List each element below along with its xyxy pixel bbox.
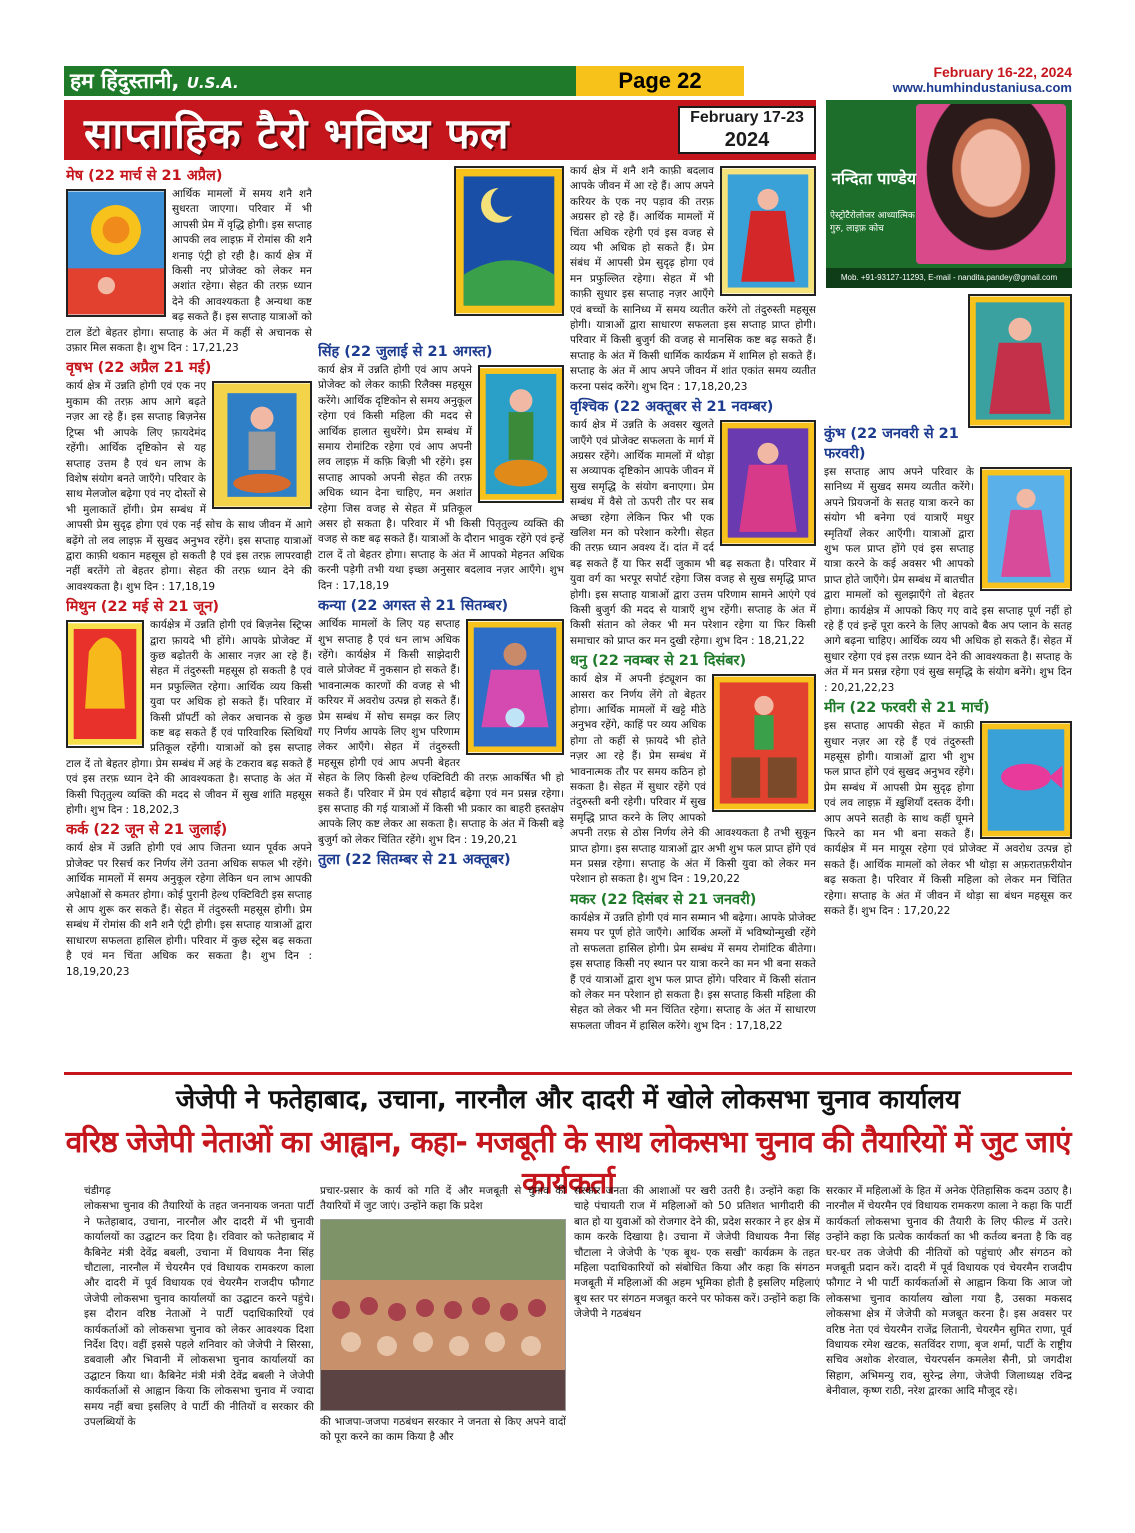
page-number: Page 22 [576,66,744,96]
sign-text-virgo: आर्थिक मामलों के लिए यह सप्ताह शुभ सप्ताह है एवं धन लाभ अधिक रहेंगे। कार्यक्षेत्र में किसी साझेदारी वाले प्रोजेक्ट में नुकसान हो सकते हैं। भावनात्मक कारणों की वजह से भी करियर में अवरोध उत्पन्न हो सकते हैं। प्रेम सम्बंध में सोच समझ कर लिए गए निर्णय आपके लिए शुभ परिणाम लेकर आएँगे। सेहत में तंदुरुस्ती महसूस होगी एवं आप अपनी बेहतर सेहत के लिए किसी हेल्थ एक्टिविटी की तरफ़ आकर्षित भी हो सकते हैं। परिवार में प्रेम एवं सौहार्द बढ़ेगा एवं मन प्रसन्न रहेगा। इस सप्ताह की गई यात्राओं में किसी भी प्रकार का बाहरी हस्तक्षेप आपके लिए कष्ट लेकर आ सकता है। सप्ताह के अंत में किसी बड़े बुजुर्ग को लेकर चिंतित रहेंगे। शुभ दिन : 19,20,21 [318,618,564,846]
sign-text-sagittarius: कार्य क्षेत्र में अपनी इंट्यूशन का आसरा कर निर्णय लेंगे तो बेहतर होगा। आर्थिक मामलों में खट्टे मीठे अनुभव रहेंगे, काहिं पर व्यय अधिक होगा तो कहीं से फ़ायदे भी होते नज़र आ रहे हैं। प्रेम सम्बंध में भावनात्मक तौर पर समय कठिन हो सकता है। सेहत में सुधार रहेंगे एवं तंदुरुस्ती बनी रहेगी। परिवार में सुख समृद्धि प्राप्त करने के लिए आपको अपनी तरफ़ से ठोस निर्णय लेने की आवश्यकता है तभी सुकून प्राप्त होगा। इस सप्ताह यात्राओं द्वार अभी शुभ फल प्राप्त होंगे एवं मन प्रसन्न रहेगा। सप्ताह के अंत में किसी युवा को लेकर मन परेशान हो सकता है। शुभ दिन : 19,20,22 [570,673,816,886]
article-text-col2-top: प्रचार-प्रसार के कार्य को गति दें और मजबूती से चुनाव की तैयारियों में जुट जाएं। उन्होंने कहा कि प्रदेश [320,1185,566,1213]
sign-text-cancer: कार्य क्षेत्र में उन्नति होगी एवं आप जितना ध्यान पूर्वक अपने प्रोजेक्ट पर रिसर्च कर निर्णय लेंगे उतना अधिक सफल भी रहेंगे। आर्थिक मामलों में समय अनुकूल रहेगा लेकिन धन लाभ आपकी अपेक्षाओं से कमतर होगा। कोई पुरानी हेल्थ एक्टिविटी इस सप्ताह से आप शुरू कर सकते हैं। सेहत में तंदुरुस्ती महसूस होगी। प्रेम सम्बंध में रोमांस की शनै शनै एंट्री होगी। इस सप्ताह यात्राओं द्वारा साधारण सफलता हासिल होगी। परिवार में कुछ स्ट्रेस बढ़ सकता है एवं मन चिंता अधिक कर सकता है। शुभ दिन : 18,19,20,23 [66,842,312,978]
sign-text-taurus: कार्य क्षेत्र में उन्नति होगी एवं एक नए मुकाम की तरफ़ आप आगे बढ़ते नज़र आ रहे हैं। इस सप्ताह बिज़नेस ट्रिप्स भी आपके लिए फ़ायदेमंद रहेंगी। आर्थिक दृष्टिकोन से यह सप्ताह उत्तम है एवं धन लाभ के विशेष संयोग बनते जाएँगे। परिवार के साथ मेलजोल बढ़ेगा एवं नए दोस्तों से भी मुलाकातें होंगी। प्रेम सम्बंध में आपसी प्रेम सुदृढ़ होगा एवं एक नई सोच के साथ जीवन में आगे बढ़ेंगे तो लव लाइफ़ में सुखद अनुभव रहेंगे। इस सप्ताह यात्राओं द्वारा काफ़ी थकान महसूस हो सकती है एवं इस तरफ़ लापरवाही नहीं बरतेंगे तो बेहतर होगा। सेहत की तरफ़ ध्यान देने की आवश्यकता है। शुभ दिन : 17,18,19 [66,380,312,593]
author-name: नन्दिता पाण्डेय [832,169,916,188]
sign-heading-capricorn: मकर (22 दिसंबर से 21 जनवरी) [570,891,757,908]
paper-name-hindi: हम हिंदुस्तानी, [70,69,180,93]
tarot-card-image-sagittarius [712,674,816,812]
tarot-card-image-aquarius [980,467,1072,591]
rally-photo [320,1219,566,1411]
tarot-card-image-aries [66,189,166,317]
fortune-teller-card-icon [468,621,562,753]
article-column-3 [574,1184,820,1474]
tarot-column-2 [318,164,564,1066]
sign-heading-aquarius: कुंभ (22 जनवरी से 21 फरवरी) [824,426,959,462]
queen-card-icon [970,296,1070,426]
sign-text-scorpio: कार्य क्षेत्र में उन्नति के अवसर खुलते जाएँगे एवं प्रोजेक्ट सफलता के मार्ग में अग्रसर रहेंगे। आर्थिक मामलों में थोड़ा स अव्यापक दृष्टिकोन आपके जीवन में सुख समृद्धि के संयोग बनाएगा। प्रेम सम्बंध में वैसे तो ऊपरी तौर पर सब अच्छा रहेगा लेकिन फिर भी एक खलिश मन को परेशान करेगी। सेहत की तरफ़ ध्यान अवश्य दें। दांत में दर्द बढ़ सकते हैं या फिर सर्दी जुकाम भी बढ़ सकता है। परिवार में युवा वर्ग का भरपूर सपोर्ट रहेगा जिस वजह से सुख समृद्धि प्राप्त होगी। इस सप्ताह यात्राओं द्वारा उत्तम परिणाम सामने आएंगे एवं किसी बुजुर्ग की मदद से यात्राएँ शुभ रहेंगी। सप्ताह के अंत में किसी संतान को लेकर भी मन परेशान रहेगा या फिर किसी समाचार को प्राप्त कर मन दुखी रहेगा। शुभ दिन : 18,21,22 [570,419,816,647]
author-role: ऐस्ट्रोटैरोलोजर आध्यात्मिक गुरु, लाइफ़ कोच [830,211,915,234]
article-text-col4: सरकार में महिलाओं के हित में अनेक ऐतिहासिक कदम उठाए है। नारनौल में चेयरमैन एवं विधायक रामकरण काला ने कहा कि पार्टी कार्यकर्ता लोकसभा चुनाव की तैयारी के लिए फील्ड में उतरे। उन्होंने कहा कि प्रत्येक कार्यकर्ता का भी कर्तव्य बनता है कि वह घर-घर तक जेजेपी की नीतियों को पहुंचाएं और संगठन को मजबूती प्रदान करें। दादरी में पूर्व विधायक एवं चेयरमैन राजदीप फौगाट ने भी पार्टी कार्यकर्ताओं से आह्वान किया कि आज जो लोकसभा चुनाव कार्यालय खोला गया है, उसका मकसद लोकसभा क्षेत्र में जेजेपी को मजबूत करना है। इस अवसर पर वरिष्ठ नेता एवं चेयरमैन राजेंद्र लितानी, चेयरमैन सुमित राणा, पूर्व विधायक रमेश खटक, सतविंदर राणा, बृज शर्मा, पार्टी के राष्ट्रीय सचिव अशोक शेरवाल, चेयरपर्सन कमलेश सैनी, प्रो जगदीश सिहाग, अभिमन्यु राव, सुरेन्द्र लेगा, जेजेपी जिलाध्यक्ष रविन्द्र बेनीवाल, कृष्ण राठी, नरेश द्वारका आदि मौजूद रहे। [826,1185,1072,1398]
sign-text-aries: आर्थिक मामलों में समय शनै शनै सुधरता जाएगा। परिवार में भी आपसी प्रेम में वृद्धि होगी। इस सप्ताह आपकी लव लाइफ़ में रोमांस की शनै शनाइ एंट्री हो रही है। कार्य क्षेत्र में किसी नए प्रोजेक्ट को लेकर मन अशांत रहेगा। सेहत की तरफ़ ध्यान देने की आवश्यकता है अन्यथा कष्ट बढ़ सकते हैं। इस सप्ताह यात्राओं को टाल डेंटो बेहतर होगा। सप्ताह के अंत में कहीं से अचानक से उफ़ार मिल सकता है। शुभ दिन : 17,21,23 [66,188,312,355]
article-text-col2-bottom: की भाजपा-जजपा गठबंधन सरकार ने जनता से किए अपने वादों को पूरा करने का काम किया है और [320,1415,566,1444]
fish-card-icon [982,723,1070,837]
article-dateline: चंडीगढ़ [84,1185,111,1197]
sign-heading-sagittarius: धनु (22 नवम्बर से 21 दिसंबर) [570,653,747,670]
article-text-col1: लोकसभा चुनाव की तैयारियों के तहत जननायक जनता पार्टी ने फतेहाबाद, उचाना, नारनौल और दादरी में भी चुनावी कार्यालयों का उद्घाटन कर दिया है। रविवार को फतेहाबाद में कैबिनेट मंत्री देवेंद्र बबली, उचाना में विधायक नैना सिंह चौटाला, नारनौल में चेयरमैन एवं विधायक रामकरण काला और दादरी में पूर्व विधायक एवं चेयरमैन राजदीप फौगाट जेजेपी लोकसभा चुनाव कार्यालयों का उद्घाटन करने पहुंचे। इस दौरान वरिष्ठ नेताओं ने पार्टी पदाधिकारियों एवं कार्यकर्ताओं को लोकसभा चुनाव को लेकर आवश्यक दिशा निर्देश दिए। वहीं इससे पहले शनिवार को जेजेपी ने सिरसा, डबवाली और भिवानी में लोकसभा चुनाव कार्यालयों का उद्घाटन किया था। कैबिनेट मंत्री मंत्री देवेंद्र बबली ने जेजेपी कार्यकर्ताओं से आह्वान किया कि लोकसभा चुनाव में ज्यादा समय नहीं बचा इसलिए वे पार्टी की नीतियों व सरकार की उपलब्धियों के [84,1200,314,1429]
sign-text-gemini: कार्यक्षेत्र में उन्नति होगी एवं बिज़नेस स्ट्रिप्स द्वारा फ़ायदे भी होंगे। आपके प्रोजेक्ट में कुछ बढ़ोतरी के आसार नज़र आ रहे हैं। सेहत में तंदुरुस्ती महसूस हो सकती है एवं मन प्रफुल्लित रहेगा। आर्थिक व्यय किसी युवा पर अधिक हो सकते हैं। परिवार में किसी प्रॉपर्टी को लेकर अचानक से कुछ कष्ट बढ़ सकते हैं एवं पारिवारिक स्तिथियाँ प्रतिकूल रहेंगी। यात्राओं को इस सप्ताह टाल दें तो बेहतर होगा। प्रेम सम्बंध में अहं के टकराव बढ़ सकते हैं एवं इस तरफ़ ध्यान देने की आवश्यकता है। सप्ताह के अंत में किसी पितृतुल्य व्यक्ति की मदद से जीवन में सुख शांति महसूस होगी। शुभ दिन : 18,202,3 [66,619,312,817]
masthead [64,66,1072,98]
sign-heading-pisces: मीन (22 फरवरी से 21 मार्च) [824,700,990,717]
author-contact: Mob. +91-93127-11293, E-mail - nandita.pandey@gmail.com [826,268,1072,288]
author-box [826,100,1072,288]
tarot-card-image-virgo [466,619,564,755]
sign-text-capricorn: कार्यक्षेत्र में उन्नति होगी एवं मान सम्मान भी बढ़ेगा। आपके प्रोजेक्ट समय पर पूर्ण होते जाएँगे। आर्थिक अम्लों में भविष्योन्मुखी रहेंगे तो सफलता हासिल होगी। प्रेम सम्बंध में समय रोमांटिक बीतेगा। इस सप्ताह किसी नए स्थान पर यात्रा करने का मन भी बना सकते हैं एवं यात्राओं द्वारा शुभ फल प्राप्त होंगे। परिवार में किसी संतान को लेकर मन परेशान हो सकता है। इस सप्ताह किसी महिला की सेहत को लेकर भी मन चिंतित रहेगा। सप्ताह के अंत में साधारण सफलता जीवन में हासिल करेंगे। शुभ दिन : 17,18,22 [570,911,816,1032]
tarot-column-3 [570,164,816,1066]
sun-card-icon [68,191,164,315]
article-text-col3: सरकार जनता की आशाओं पर खरी उतरी है। उन्होंने कहा कि चाहे पंचायती राज में महिलाओं को 50 प्रतिशत भागीदारी की बात हो या युवाओं को रोजगार देने की, प्रदेश सरकार ने हर क्षेत्र में काम करके दिखाया है। उचाना में जेजेपी विधायक नैना सिंह चौटाला ने जेजेपी के 'एक बूथ- एक सखी' कार्यक्रम के तहत महिला पदाधिकारियों को संबोधित किया और कहा कि संगठन मजबूती में महिलाओं की अहम भूमिका होती है इसलिए महिलाएं बूथ स्तर पर संगठन मजबूत करने पर फोकस करें। उन्होंने कहा कि जेजेपी ने गठबंधन [574,1185,820,1321]
sign-text-pisces: इस सप्ताह आपकी सेहत में काफ़ी सुधार नज़र आ रहे हैं एवं तंदुरुस्ती महसूस होगी। यात्राओं द्वारा भी शुभ फल प्राप्त होंगे एवं सुखद अनुभव रहेंगे। प्रेम सम्बंध में आपसी प्रेम सुदृढ़ होगा एवं लव लाइफ़ में ख़ुशियाँ दस्तक देंगी। आप अपने सतही के साथ कहीं घूमने फिरने का मन भी बना सकते हैं। कार्यक्षेत्र में मन मायूस रहेगा एवं प्रोजेक्ट में अवरोध उत्पन्न हो सकते हैं। आर्थिक मामलों को लेकर भी थोड़ा स अफ़रातफ़रीयोन बढ़ सकता है। परिवार में किसी महिला को लेकर मन चिंतित रहेगा। सप्ताह के अंत में जीवन में थोड़ा सा बंधन महसूस कर सकते हैं। शुभ दिन : 17,20,22 [824,720,1072,917]
sign-text-leo: कार्य क्षेत्र में उन्नति होगी एवं आप अपने प्रोजेक्ट को लेकर काफ़ी रिलैक्स महसूस करेंगे। आर्थिक दृष्टिकोन से समय अनुकूल रहेगा एवं किसी महिला की मदद से आर्थिक हालात सुधरेंगे। प्रेम सम्बंध में समाय रोमांटिक रहेगा एवं आप अपनी लव लाइफ़ में कफ़ि बिज़ी भी रहेंगे। इस सप्ताह आपको अपनी सेहत की तरफ़ अधिक ध्यान देना चाहिए, मन अशांत रहेगा जिस वजह से सेहत में प्रतिकूल असर हो सकता है। परिवार में भी किसी पितृतुल्य व्यक्ति की वजह से कष्ट बढ़ सकते हैं। यात्राओं के दौरान भावुक रहेंगे एवं इन्हें टाल दें तो बेहतर होगा। सप्ताह के अंत में आपको मेहनत अधिक करनी पड़ेगी तभी यथा इच्छा अनुसार बदलाव नज़र आएँगे। शुभ दिन : 17,18,19 [318,364,564,592]
sign-heading-virgo: कन्या (22 अगस्त से 21 सितम्बर) [318,598,509,615]
tarot-column-4 [824,292,1072,1066]
tarot-card-image-scorpio [720,420,816,546]
woman-card-icon [68,622,142,746]
tarot-title-band [64,100,816,160]
tarot-date-range: February 17-23 [690,109,804,126]
tarot-card-image-pisces [980,721,1072,839]
moon-card-icon [456,168,562,314]
chariot-card-icon [714,676,814,810]
paper-name [64,66,576,96]
sign-heading-gemini: मिथुन (22 मई से 21 जून) [66,599,219,616]
sign-heading-taurus: वृषभ (22 अप्रैल 21 मई) [66,360,212,377]
sign-heading-leo: सिंह (22 जुलाई से 21 अगस्त) [318,344,493,360]
tarot-card-image-taurus [212,381,312,509]
tarot-date-box [678,106,816,154]
tarot-card-image-libra [720,166,816,296]
article-column-2 [320,1184,566,1474]
tarot-card-image-leo [478,365,564,503]
strength-card-icon [480,367,562,501]
article-subheadline: वरिष्ठ जेजेपी नेताओं का आह्वान, कहा- मजबूती के साथ लोकसभा चुनाव की तैयारियों में जुट जाएं कार्यकर्ता [65,1125,1071,1201]
justice-card-icon [722,168,814,294]
sign-heading-scorpio: वृश्चिक (22 अक्तूबर से 21 नवम्बर) [570,399,774,416]
sign-heading-libra: तुला (22 सितम्बर से 21 अक्तूबर) [318,852,511,869]
tarot-date-year: 2024 [724,129,770,151]
article-column-1 [84,1184,314,1474]
empress-card-icon [722,422,814,544]
tarot-card-image-gemini [66,620,144,748]
tarot-card-image-cancer [454,166,564,316]
website-link[interactable]: www.humhindustaniusa.com [892,80,1072,95]
sign-text-aquarius: इस सप्ताह आप अपने परिवार के सानिध्य में सुखद समय व्यतीत करेंगे। अपने प्रियजनों के सतह यात्रा करने का संयोग भी बनेगा एवं यात्राएँ मधुर स्मृतियाँ लेकर आएँगी। यात्राओं द्वारा शुभ फल प्राप्त होंगे एवं इस सप्ताह यात्रा करने के कई अवसर भी आपको प्राप्त होते जाएँगे। प्रेम सम्बंध में बातचीत द्वारा मामलों को सुलझाएँगे तो बेहतर होगा। कार्यक्षेत्र में आपको किए गए वादे इस सप्ताह पूर्ण नहीं हो रहे हैं एवं इन्हें पूरा करने के लिए आपको बैक अप प्लान के सतह आगे बढ़ना चाहिए। आर्थिक व्यय भी अधिक हो सकते हैं। सेहत में सुधार रहेगा एवं इस तरफ़ ध्यान देने की आवश्यकता है। सप्ताह के अंत में मन प्रसन्न रहेगा एवं सुख समृद्धि के संयोग बनेंगे। शुभ दिन : 20,21,22,23 [824,466,1072,694]
knight-card-icon [214,383,310,507]
tarot-column-1 [66,164,312,1066]
sign-heading-cancer: कर्क (22 जून से 21 जुलाई) [66,822,228,839]
sign-heading-aries: मेष (22 मार्च से 21 अप्रैल) [66,168,223,184]
article-headline: जेजेपी ने फतेहाबाद, उचाना, नारनौल और दादरी में खोले लोकसभा चुनाव कार्यालय [175,1085,961,1115]
sign-text-libra: कार्य क्षेत्र में शनै शनै काफ़ी बदलाव आपके जीवन में आ रहे हैं। आप अपने करियर के एक नए पड़ाव की तरफ़ अग्रसर हो रहे हैं। आर्थिक मामलों में चिंता अधिक रहेगी एवं इस वजह से व्यय भी अधिक हो सकते हैं। प्रेम संबंध में आपसी प्रेम सुदृढ़ होगा एवं मन प्रफुल्लित रहेगा। सेहत में भी काफ़ी सुधार इस सप्ताह नज़र आएँगे एवं बच्चों के सानिध्य में समय व्यतीत करेंगे तो तंदुरुस्ती महसूस होगी। यात्राओं द्वारा साधारण सफलता इस सप्ताह प्राप्त होगी। परिवार में किसी बुजुर्ग की वजह से मानसिक कष्ट बढ़ सकते हैं। सप्ताह के अंत में किसी धार्मिक कार्यक्रम में शामिल हो सकते हैं। सप्ताह के अंत में आप अपने जीवन में शांत एकांत समय व्यतीत करना पसंद करेंगे। शुभ दिन : 17,18,20,23 [570,165,816,393]
tarot-title: साप्ताहिक टैरो भविष्य फल [84,109,510,158]
star-card-icon [982,469,1070,589]
tarot-card-image-capricorn [968,294,1072,428]
crowd-photo-icon [321,1220,566,1411]
author-photo [916,104,1066,264]
issue-date: February 16-22, 2024 [933,64,1072,80]
article-column-4 [826,1184,1072,1474]
paper-name-suffix: U.S.A. [186,74,239,92]
section-divider [64,1072,1072,1075]
